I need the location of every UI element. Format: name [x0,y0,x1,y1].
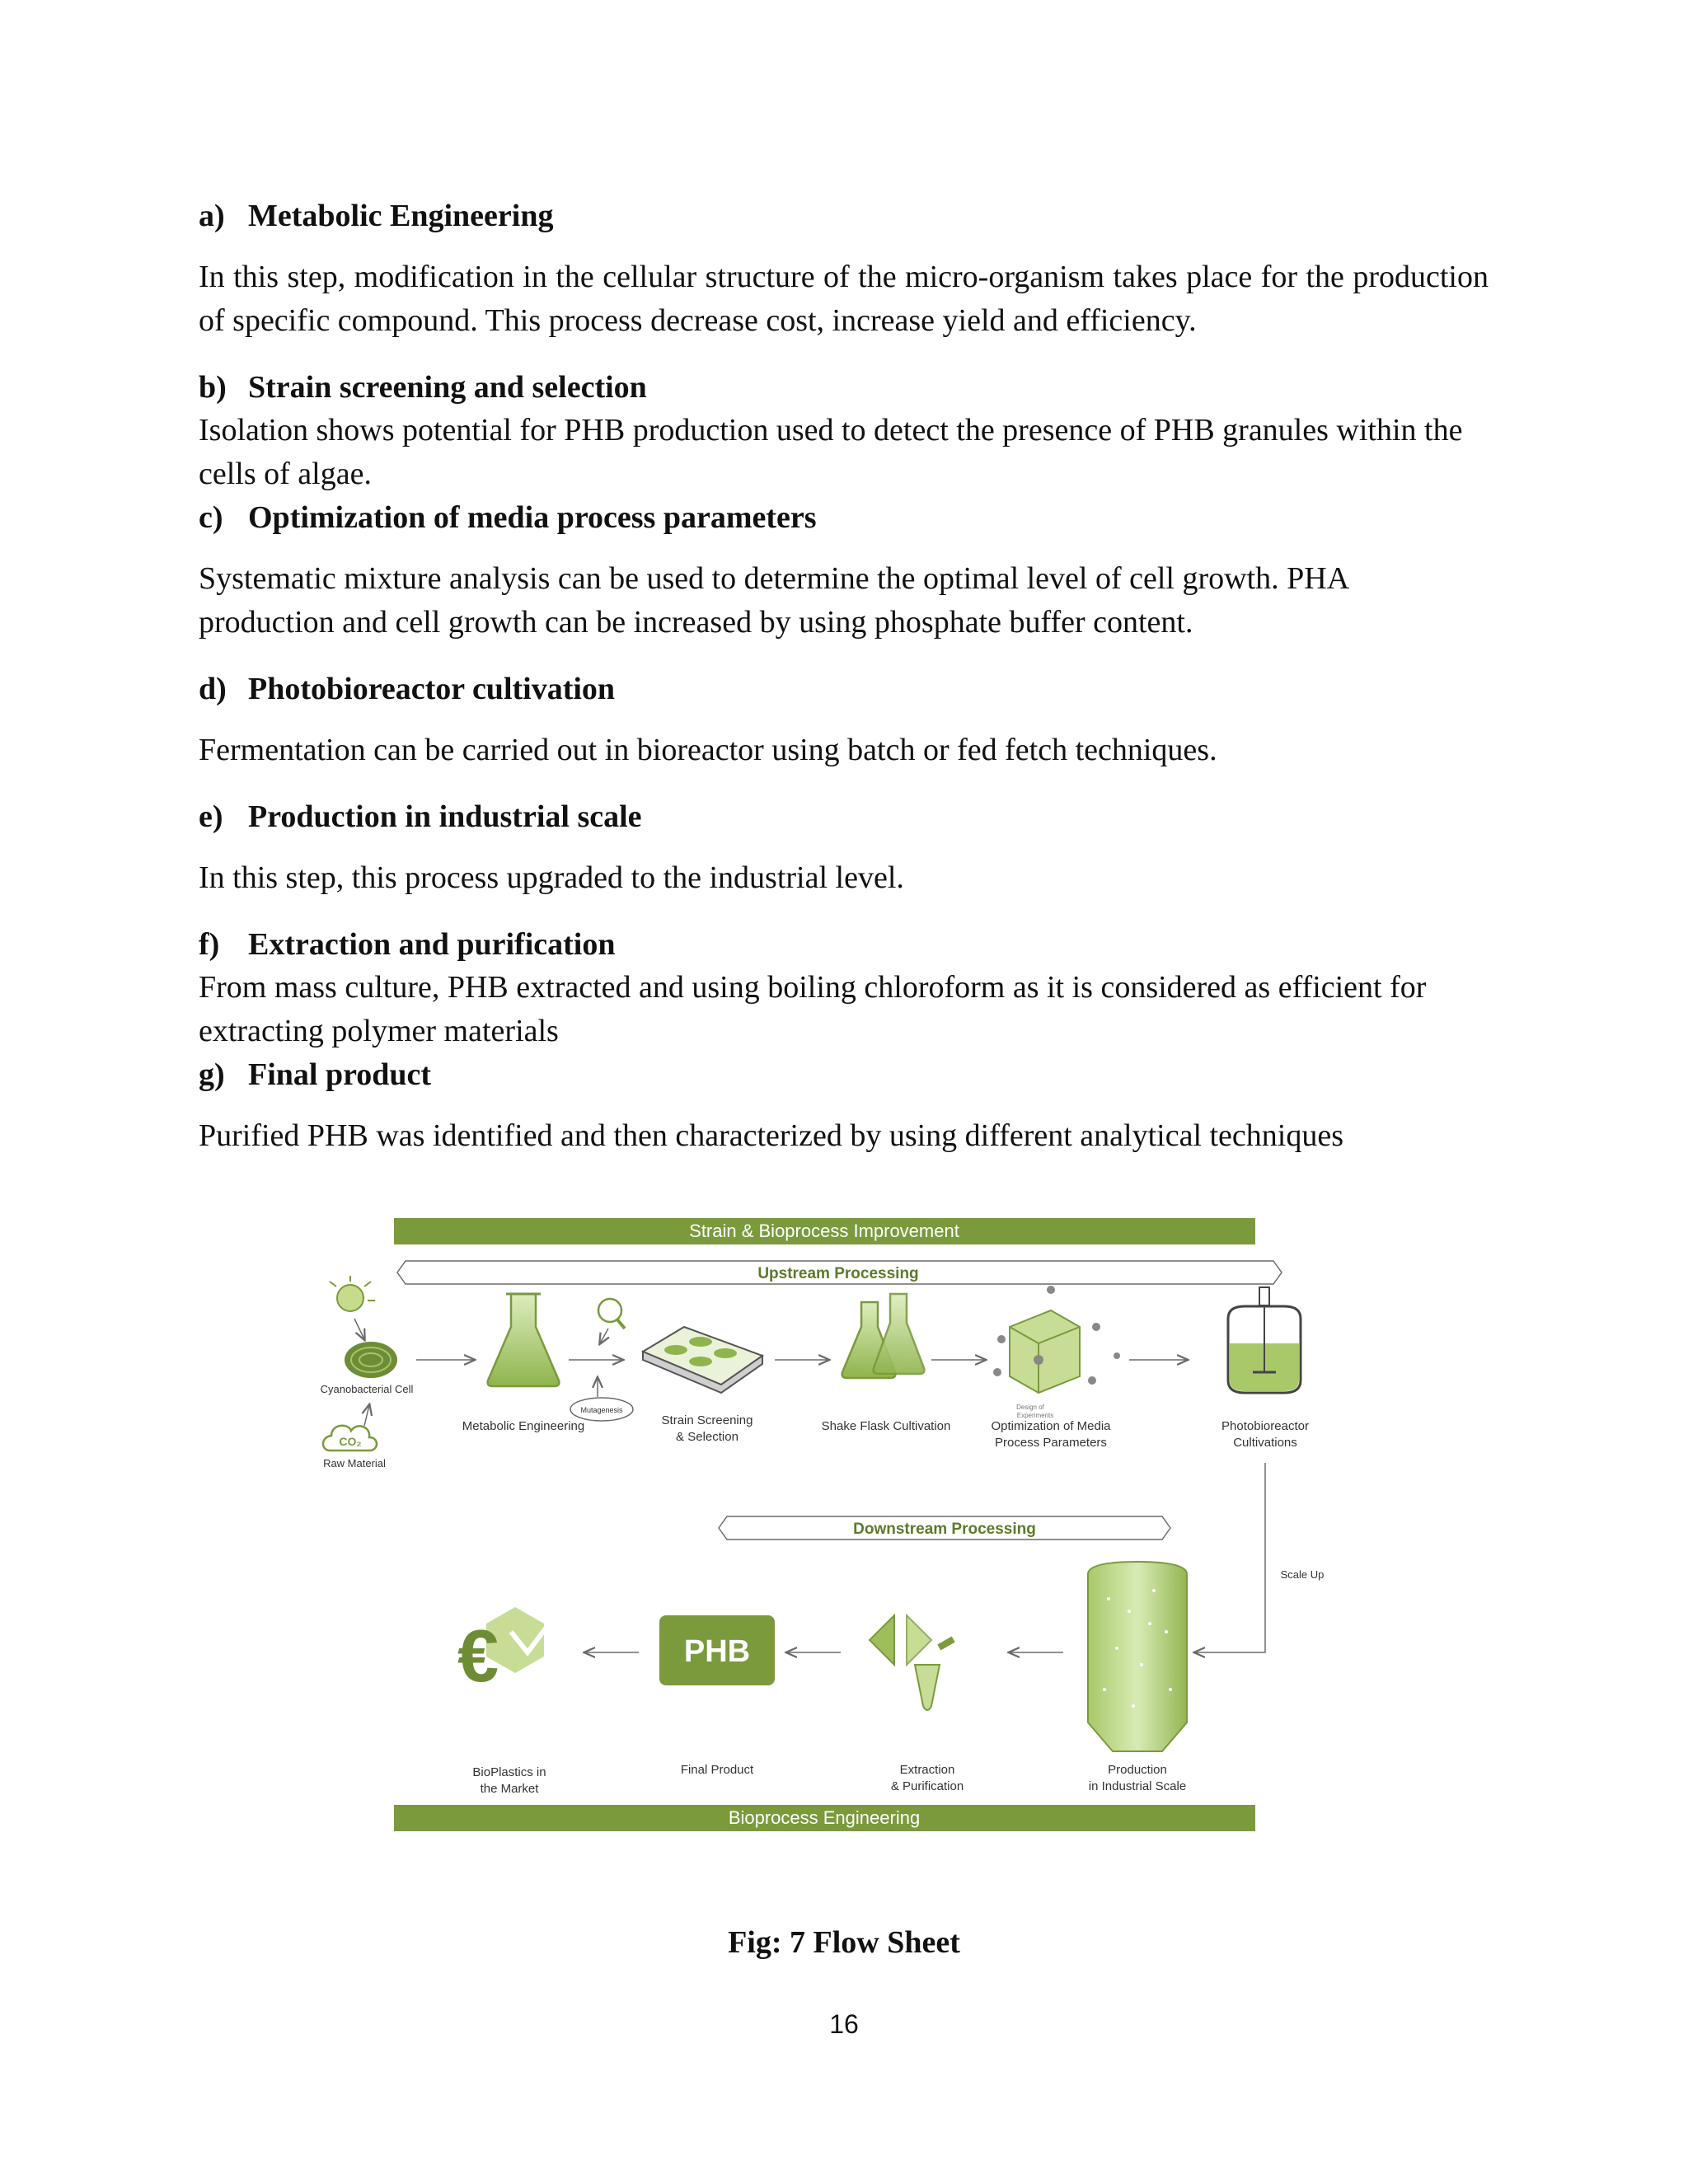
optimization-label-2: Process Parameters [995,1436,1107,1450]
section-heading-e: e) Production in industrial scale [199,799,642,834]
strain-screening-label-1: Strain Screening [661,1413,753,1427]
section-body-d: Fermentation can be carried out in bioreactor using batch or fed fetch techniques. [199,733,1217,767]
cyanobacterial-cell-icon [345,1342,397,1378]
section-heading-c: c) Optimization of media process parameters [199,500,817,535]
scale-up-label: Scale Up [1280,1568,1325,1581]
production-label-2: in Industrial Scale [1088,1779,1187,1793]
metabolic-engineering-flask-icon [488,1294,560,1386]
top-banner-label: Strain & Bioprocess Improvement [689,1221,959,1241]
section-heading-f: f) Extraction and purification [199,927,616,962]
section-heading-a: a) Metabolic Engineering [199,199,554,233]
design-label-2: Experiments [1016,1412,1054,1419]
upstream-label: Upstream Processing [757,1265,919,1282]
flow-sheet-figure [313,1203,1360,1838]
scale-up-connector [1195,1463,1265,1652]
page-number: 16 [829,2009,859,2039]
section-body-f: From mass culture, PHB extracted and using boiling chloroform as it is considered as efficient for extracting polymer materials [199,970,1427,1048]
document-body [199,194,1489,1158]
bottom-banner-label: Bioprocess Engineering [728,1807,921,1828]
bioplastics-label-1: BioPlastics in [472,1765,546,1779]
downstream-label: Downstream Processing [853,1521,1036,1538]
co2-label: CO₂ [339,1435,362,1448]
phb-label: PHB [683,1634,751,1669]
extraction-icon [870,1615,955,1710]
cyanobacterial-cell-label: Cyanobacterial Cell [320,1383,414,1395]
extraction-label-1: Extraction [899,1763,955,1777]
strain-screening-label-2: & Selection [676,1430,738,1444]
co2-cloud-icon [323,1426,377,1451]
photobioreactor-label-2: Cultivations [1233,1436,1297,1450]
shake-flask-icon [842,1294,925,1378]
euro-leaf-icon [457,1607,552,1698]
industrial-tank-icon [1088,1562,1187,1751]
section-body-e: In this step, this process upgraded to the industrial level. [199,860,904,895]
section-body-g: Purified PHB was identified and then characterized by using different analytical techniques [199,1118,1344,1153]
design-cube-icon [993,1286,1120,1393]
shake-flask-label: Shake Flask Cultivation [821,1419,951,1433]
photobioreactor-label-1: Photobioreactor [1221,1419,1309,1433]
svg-text:€: € [457,1615,499,1698]
raw-material-label: Raw Material [323,1457,386,1469]
figure-caption: Fig: 7 Flow Sheet [728,1925,960,1960]
section-body-a: In this step, modification in the cellular structure of the micro-organism takes place for the production of specific compound. This process decrease cost, increase yield and efficiency. [199,260,1489,338]
screening-plate-icon [643,1327,762,1393]
section-body-c: Systematic mixture analysis can be used to determine the optimal level of cell growth. PHA production and cell growth can be increased by using phosphate buffer content. [199,561,1348,640]
section-body-b: Isolation shows potential for PHB production used to detect the presence of PHB granules within the cells of algae. [199,413,1463,491]
section-heading-b: b) Strain screening and selection [199,370,647,405]
design-label-1: Design of [1016,1404,1044,1411]
optimization-label-1: Optimization of Media [991,1419,1111,1433]
metabolic-engineering-label: Metabolic Engineering [462,1419,585,1433]
final-product-label: Final Product [680,1763,754,1777]
extraction-label-2: & Purification [890,1779,964,1793]
section-heading-d: d) Photobioreactor cultivation [199,672,616,706]
section-heading-g: g) Final product [199,1057,432,1092]
mutagenesis-label: Mutagenesis [580,1406,623,1414]
production-label-1: Production [1108,1763,1167,1777]
bioplastics-label-2: the Market [480,1782,539,1796]
magnifier-icon [598,1299,625,1329]
photobioreactor-icon [1228,1287,1301,1393]
lightbulb-icon [330,1276,375,1311]
